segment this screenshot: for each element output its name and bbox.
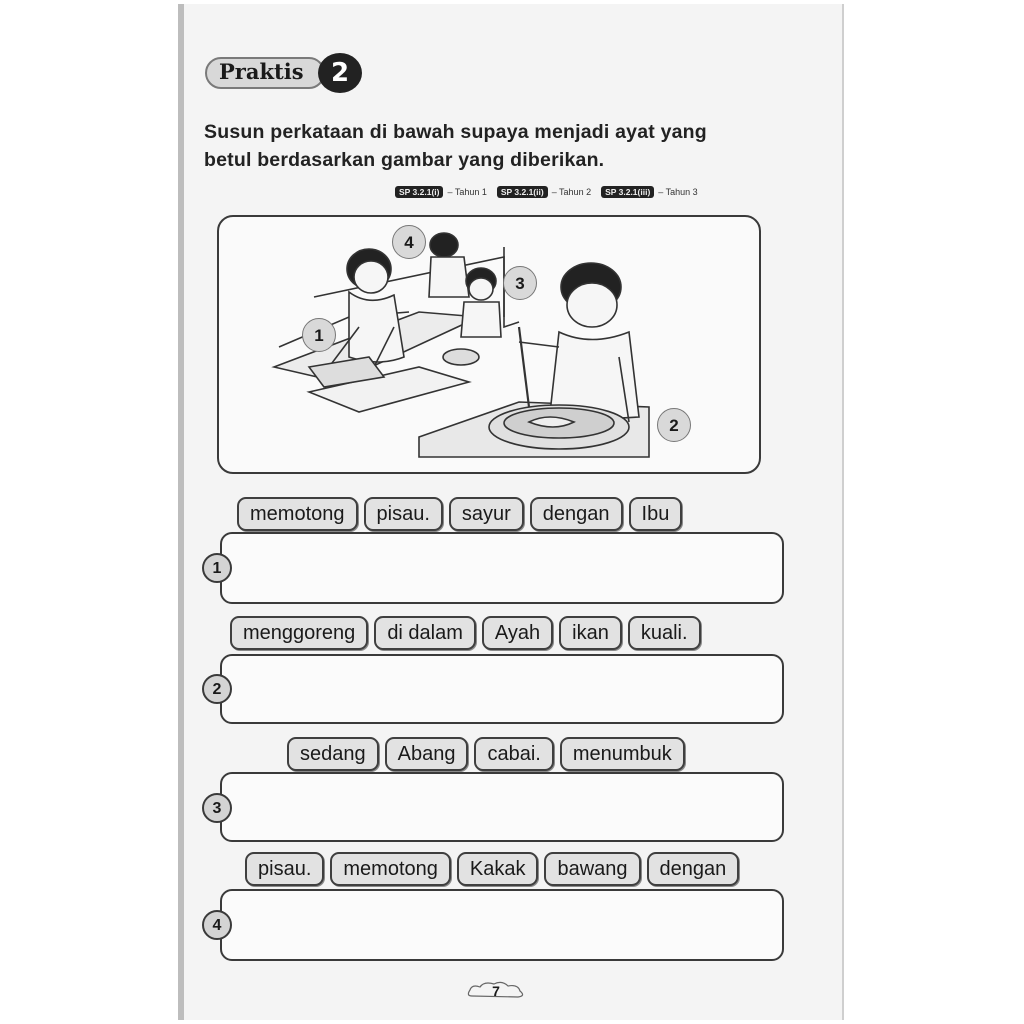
answer-box-4[interactable] [220,889,784,961]
word-tile[interactable]: menggoreng [230,616,368,650]
word-tile[interactable]: dengan [530,497,623,531]
word-tiles-q4 [245,852,739,886]
question-number-1: 1 [202,553,232,583]
page-spine-edge [178,4,184,1020]
word-tile[interactable]: menumbuk [560,737,685,771]
family-cooking-illustration [217,215,761,474]
word-tile[interactable]: Kakak [457,852,539,886]
standard-level: – Tahun 3 [658,187,698,197]
page-number-text: 7 [492,983,500,999]
word-tile[interactable]: di dalam [374,616,476,650]
answer-box-3[interactable] [220,772,784,842]
word-tile[interactable]: memotong [237,497,358,531]
scene-callout-3: 3 [503,266,537,300]
scene-callout-1: 1 [302,318,336,352]
word-tile[interactable]: kuali. [628,616,701,650]
standards-row [395,184,704,200]
word-tiles-q3 [287,737,685,771]
word-tile[interactable]: dengan [647,852,740,886]
word-tiles-q1 [237,497,682,531]
question-number-2: 2 [202,674,232,704]
question-number-4: 4 [202,910,232,940]
standard-code: SP 3.2.1(i) [395,186,443,198]
standard-code: SP 3.2.1(ii) [497,186,548,198]
standard-level: – Tahun 1 [447,187,487,197]
standard-code: SP 3.2.1(iii) [601,186,654,198]
word-tile[interactable]: sayur [449,497,524,531]
question-number-3: 3 [202,793,232,823]
word-tile[interactable]: Ibu [629,497,683,531]
answer-box-1[interactable] [220,532,784,604]
page-number [466,980,526,1002]
scene-callout-2: 2 [657,408,691,442]
word-tile[interactable]: Abang [385,737,469,771]
scene-callout-4: 4 [392,225,426,259]
word-tile[interactable]: ikan [559,616,622,650]
word-tile[interactable]: pisau. [245,852,324,886]
instruction-line-2: betul berdasarkan gambar yang diberikan. [204,149,605,171]
instruction-line-1: Susun perkataan di bawah supaya menjadi ayat yang [204,121,707,143]
praktis-badge [205,53,377,93]
answer-box-2[interactable] [220,654,784,724]
praktis-label: Praktis [219,59,304,84]
word-tile[interactable]: pisau. [364,497,443,531]
word-tile[interactable]: Ayah [482,616,553,650]
word-tile[interactable]: bawang [544,852,640,886]
word-tile[interactable]: cabai. [474,737,553,771]
word-tile[interactable]: sedang [287,737,379,771]
praktis-number: 2 [318,53,362,93]
instruction-text [204,118,804,174]
standard-level: – Tahun 2 [551,187,592,197]
word-tile[interactable]: memotong [330,852,451,886]
word-tiles-q2 [230,616,701,650]
